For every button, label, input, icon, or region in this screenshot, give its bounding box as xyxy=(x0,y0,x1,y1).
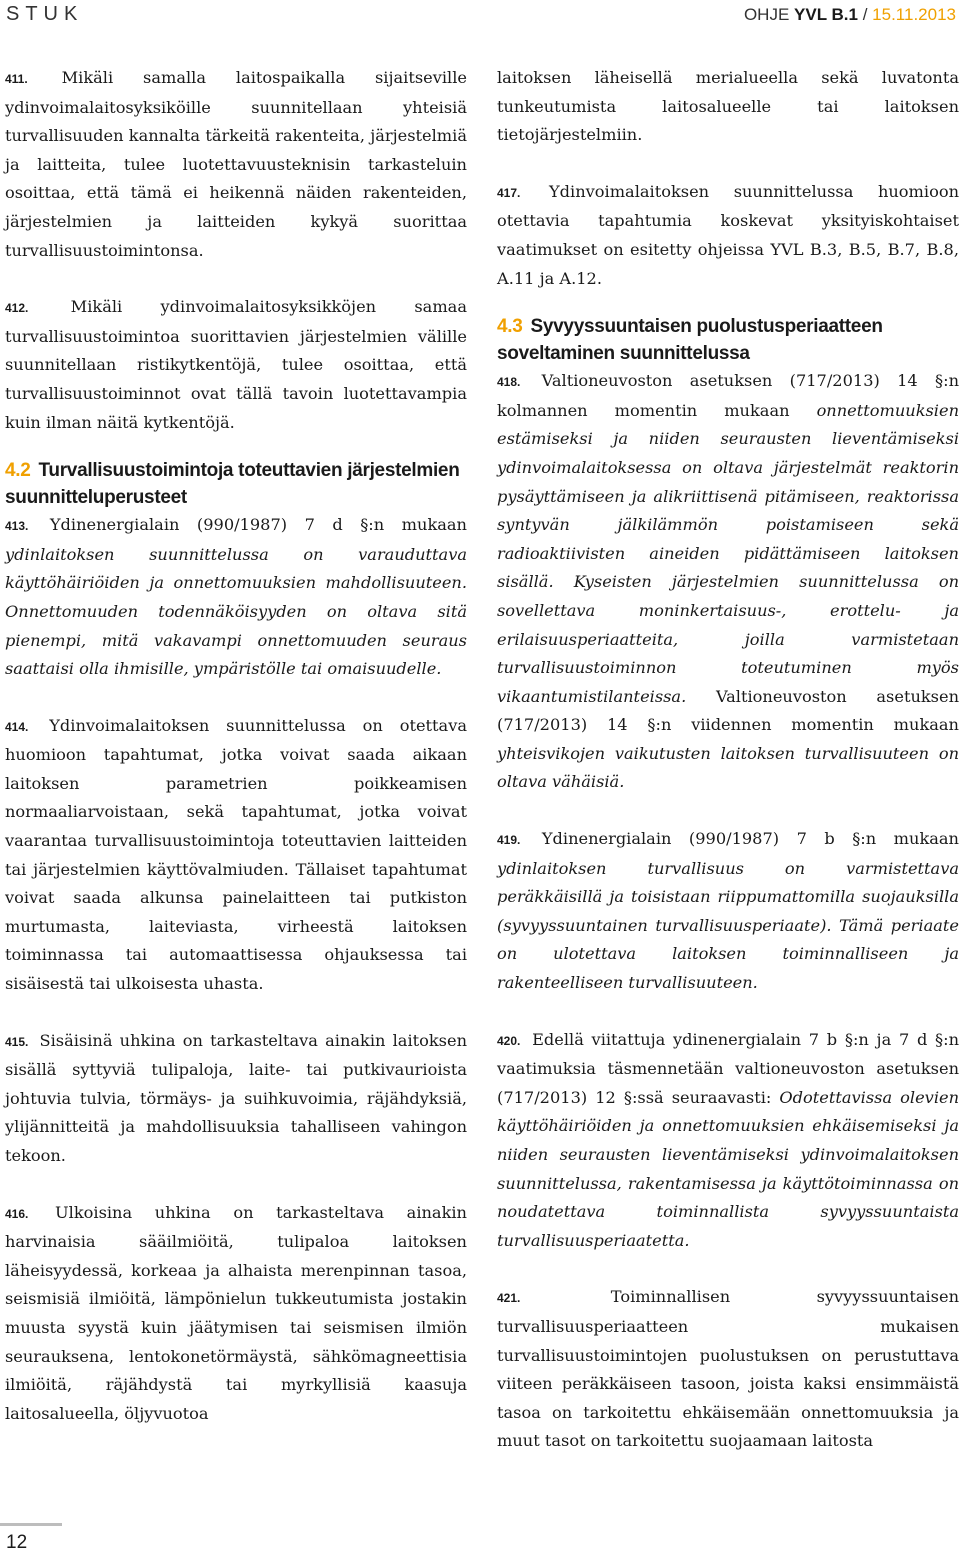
paragraph-416-continued xyxy=(497,64,959,150)
paragraph-text: Ulkoisina uhkina on tarkasteltava ainakin harvinaisia sääilmiöitä, tulipaloa laitoksen läheisyydessä, korkeaa ja alhaista merenpinnan tasoa, seismisiä ilmiöitä, lämpönielun tukkeutumista jostakin muusta syystä kuin jäätymisen tai seismisen ilmiön seurauksena, lentokonetörmäystä, sähkömagneettisia ilmiöitä, räjähdystä tai myrkyllisiä kaasuja laitosalueella, öljyvuotoa xyxy=(5,1202,467,1423)
paragraph-text: Valtioneuvoston asetuksen (717/2013) 14 §:n kolmannen momentin mukaan xyxy=(497,371,959,420)
guide-date: 15.11.2013 xyxy=(872,5,956,24)
paragraph-text: Mikäli samalla laitospaikalla sijaitseville ydinvoimalaitosyksiköille suunnitellaan yhteisiä turvallisuuden kannalta tärkeitä rakenteita, järjestelmiä ja laitteita, tulee luotettavuusteknisin tarkasteluin osoittaa, että tämä ei heikennä näiden rakenteiden, järjestelmien ja laitteiden kykyä suorittaa turvallisuustoimintonsa. xyxy=(5,68,467,260)
section-heading-4-2 xyxy=(5,457,467,511)
paragraph-412 xyxy=(5,293,467,437)
footer-rule xyxy=(0,1523,62,1526)
paragraph-text: Edellä viitattuja ydinenergialain 7 b §:n ja 7 d §:n vaatimuksia täsmennetään valtioneuvoston asetuksen (717/2013) 12 §:ssä seuraavasti: xyxy=(497,1029,959,1107)
paragraph-number: 420. xyxy=(497,1033,521,1048)
paragraph-421 xyxy=(497,1283,959,1456)
left-column xyxy=(5,64,467,1428)
paragraph-text: Ydinenergialain (990/1987) 7 d §:n mukaan xyxy=(49,515,467,535)
paragraph-quote: onnettomuuksien estämiseksi ja niiden seurausten lieventämiseksi ydinvoimalaitoksessa on oltava järjestelmät reaktorin pysäyttämiseen ja alikriittisenä pitämiseen, reaktorissa syntyvän jälkilämmön poistamiseen sekä radioaktiivisten aineiden pidättämiseen laitoksen sisällä. Kyseisten järjestelmien suunnittelussa on sovellettava moninkertaisuus-, erottelu- ja erilaisuusperiaatteita, joilla varmistetaan turvallisuustoiminnon toteutuminen myös vikaantumistilanteissa. xyxy=(497,400,959,706)
paragraph-text: Ydinvoimalaitoksen suunnittelussa on otettava huomioon tapahtumat, jotka voivat saada aikaan laitoksen parametrien poikkeamisen normaaliarvoistaan, sekä tapahtumat, jotka voivat vaarantaa turvallisuustoimintoja toteuttavien laitteiden tai järjestelmien käyttövalmiuden. Tällaiset tapahtumat voivat saada alkunsa painelaitteen tai putkiston murtumasta, laiteviasta, virheestä laitoksen toiminnassa tai automaattisessa ohjauksessa tai sisäisestä tai ulkoisesta uhasta. xyxy=(5,715,467,994)
guide-reference xyxy=(744,5,956,25)
guide-prefix: OHJE xyxy=(743,5,790,24)
publisher-name: STUK xyxy=(6,3,84,25)
paragraph-418 xyxy=(497,367,959,797)
paragraph-quote: ydinlaitoksen suunnittelussa on varauduttava käyttöhäiriöiden ja onnettomuuksien mahdollisuuteen. Onnettomuuden todennäköisyyden on oltava sitä pienempi, mitä vakavampi onnettomuuden seuraus saattaisi olla ihmisille, ympäristölle tai omaisuudelle. xyxy=(5,544,467,679)
paragraph-417 xyxy=(497,178,959,293)
paragraph-411 xyxy=(5,64,467,265)
paragraph-text: Valtioneuvoston asetuksen (717/2013) 14 §:n viidennen momentin mukaan xyxy=(497,686,959,735)
paragraph-quote: yhteisvikojen vaikutusten laitoksen turvallisuuteen on oltava vähäisiä. xyxy=(497,743,959,792)
paragraph-419 xyxy=(497,825,959,998)
paragraph-414 xyxy=(5,712,467,999)
paragraph-quote: ydinlaitoksen turvallisuus on varmistettava peräkkäisillä ja toisistaan riippumattomilla suojauksilla (syvyyssuuntainen turvallisuusperiaate). Tämä periaate on ulotettava laitoksen toiminnalliseen ja rakenteelliseen turvallisuuteen. xyxy=(497,858,959,993)
paragraph-text: Mikäli ydinvoimalaitosyksikköjen samaa turvallisuustoimintoa suorittavien järjestelmien välille suunnitellaan ristikytkentöjä, tulee osoittaa, että turvallisuustoiminnot ovat tällä tavoin luotettavampia kuin ilman näitä kytkentöjä. xyxy=(5,297,467,432)
paragraph-420 xyxy=(497,1026,959,1256)
paragraph-text: laitoksen läheisellä merialueella sekä luvatonta tunkeutumista laitosalueelle tai laitoksen tietojärjestelmiin. xyxy=(497,68,959,145)
section-title: Syvyyssuuntaisen puolustusperiaatteen soveltaminen suunnittelussa xyxy=(497,316,883,365)
paragraph-number: 416. xyxy=(5,1206,29,1221)
paragraph-number: 414. xyxy=(5,719,29,734)
paragraph-number: 412. xyxy=(5,301,29,316)
paragraph-number: 417. xyxy=(497,185,521,200)
paragraph-text: Sisäisinä uhkina on tarkasteltava ainakin laitoksen sisällä syttyviä tulipaloja, laite- tai putkivaurioista johtuvia tulvia, törmäys- ja suihkuvoimia, räjähdyksiä, ylijännitteitä ja mahdollisuuksia tahalliseen vahingon tekoon. xyxy=(5,1030,467,1165)
paragraph-number: 419. xyxy=(497,833,521,848)
paragraph-number: 418. xyxy=(497,375,521,390)
page-number: 12 xyxy=(6,1532,28,1553)
section-number: 4.3 xyxy=(497,316,523,338)
guide-separator: / xyxy=(862,5,868,24)
paragraph-413 xyxy=(5,511,467,684)
paragraph-number: 421. xyxy=(497,1291,521,1306)
paragraph-415 xyxy=(5,1027,467,1171)
page-header xyxy=(0,0,960,40)
guide-code: YVL B.1 xyxy=(794,5,858,24)
section-number: 4.2 xyxy=(5,460,31,482)
paragraph-text: Ydinenergialain (990/1987) 7 b §:n mukaan xyxy=(541,829,959,849)
section-title: Turvallisuustoimintoja toteuttavien järjestelmien suunnitteluperusteet xyxy=(5,460,460,509)
paragraph-number: 415. xyxy=(5,1034,29,1049)
paragraph-text: Ydinvoimalaitoksen suunnittelussa huomioon otettavia tapahtumia koskevat yksityiskohtaiset vaatimukset on esitetty ohjeissa YVL B.3, B.5, B.7, B.8, A.11 ja A.12. xyxy=(497,181,959,288)
paragraph-416 xyxy=(5,1199,467,1429)
paragraph-quote: Odotettavissa olevien käyttöhäiriöiden ja onnettomuuksien ehkäisemiseksi ja niiden seurausten lieventämiseksi ydinvoimalaitoksen suunnittelussa, rakentamisessa ja käyttötoiminnassa on noudatettava toiminnallista syvyyssuuntaista turvallisuusperiaatetta. xyxy=(497,1087,959,1250)
paragraph-number: 413. xyxy=(5,519,29,534)
right-column xyxy=(497,64,959,1456)
section-heading-4-3 xyxy=(497,313,959,367)
paragraph-number: 411. xyxy=(5,72,28,86)
paragraph-text: Toiminnallisen syvyyssuuntaisen turvallisuusperiaatteen mukaisen turvallisuustoimintojen puolustuksen on perustuttava viiteen peräkkäiseen tasoon, joista kaksi ensimmäistä tasoa on tarkoitettu ehkäisemään onnettomuuksia ja muut tasot on tarkoitettu suojaamaan laitosta xyxy=(497,1287,959,1451)
